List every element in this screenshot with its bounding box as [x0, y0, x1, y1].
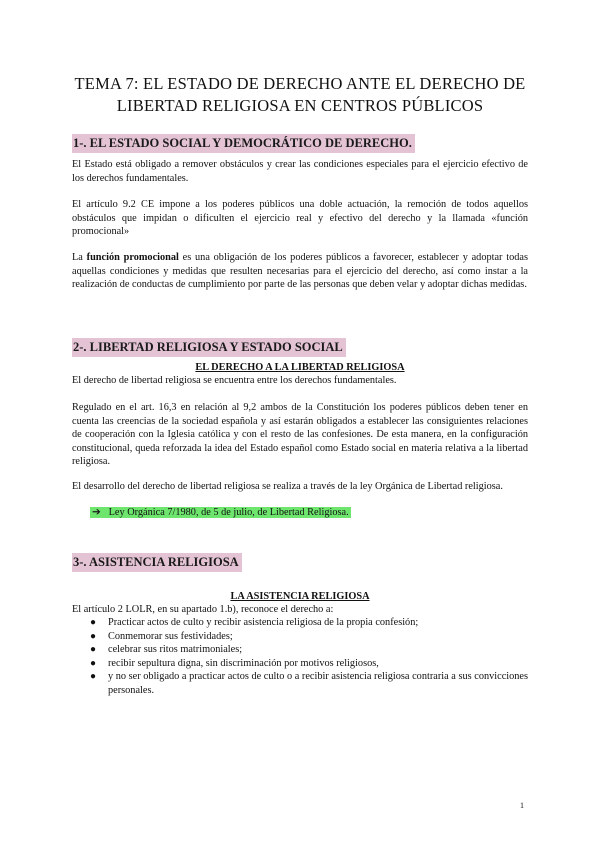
- rights-list: [72, 616, 528, 698]
- title-line-1: TEMA 7: EL ESTADO DE DERECHO ANTE EL DERECHO DE: [74, 74, 526, 93]
- arrow-right-icon: ➔: [92, 507, 101, 518]
- bullet-icon: ●: [90, 617, 97, 628]
- list-item: ● y no ser obligado a practicar actos de culto o a recibir asistencia religiosa contraria a sus convicciones personales.: [90, 671, 528, 696]
- section-3-heading: 3-. ASISTENCIA RELIGIOSA: [72, 553, 242, 572]
- list-item: ● recibir sepultura digna, sin discriminación por motivos religiosos,: [90, 657, 379, 669]
- section-2-paragraph-1: El derecho de libertad religiosa se encuentra entre los derechos fundamentales.: [72, 375, 397, 386]
- section-3-intro: El artículo 2 LOLR, en su apartado 1.b), reconoce el derecho a:: [72, 604, 334, 615]
- list-item: ● celebrar sus ritos matrimoniales;: [90, 644, 243, 656]
- section-2-paragraph-2: Regulado en el art. 16,3 en relación al 9,2 ambos de la Constitución los poderes públicos deben tener en cuenta las creencias de la sociedad española y así estarán obligados a establecer las consiguientes relaciones de cooperación con la Iglesia católica y con el resto de las confesiones. De esta manera, en la configuración constitucional, queda reforzada la idea del Estado español como Estado social en materia relativa a la libertad religiosa.: [72, 402, 528, 468]
- law-reference: [90, 506, 351, 520]
- bullet-icon: ●: [90, 657, 97, 669]
- bullet-icon: ●: [90, 630, 97, 642]
- section-1-paragraph-3: [72, 251, 528, 292]
- funcion-promocional-term: función promocional: [86, 252, 179, 263]
- document-title: [60, 73, 540, 117]
- title-line-2: LIBERTAD RELIGIOSA EN CENTROS PÚBLICOS: [116, 96, 484, 115]
- section-3-subheading: LA ASISTENCIA RELIGIOSA: [230, 591, 370, 602]
- bullet-icon: ●: [90, 644, 97, 656]
- law-reference-highlight: [90, 507, 351, 518]
- section-2-heading: 2-. LIBERTAD RELIGIOSA Y ESTADO SOCIAL: [72, 338, 346, 357]
- section-1-heading: 1-. EL ESTADO SOCIAL Y DEMOCRÁTICO DE DERECHO.: [72, 134, 415, 153]
- section-1-paragraph-2: El artículo 9.2 CE impone a los poderes públicos una doble actuación, la remoción de todos aquellos obstáculos que impidan o dificulten el ejercicio real y efectivo del derecho y la llamada «función promocional»: [72, 199, 528, 238]
- list-item: ● Practicar actos de culto y recibir asistencia religiosa de la propia confesión;: [90, 617, 419, 628]
- list-item: ● Conmemorar sus festividades;: [90, 630, 233, 642]
- section-1-paragraph-1: El Estado está obligado a remover obstáculos y crear las condiciones especiales para el ejercicio efectivo de los derechos fundamentales.: [72, 159, 528, 184]
- bullet-icon: ●: [90, 671, 97, 683]
- section-2-paragraph-3: El desarrollo del derecho de libertad religiosa se realiza a través de la ley Orgánica de Libertad religiosa.: [72, 481, 503, 492]
- paragraph-3-prefix: La: [72, 252, 87, 263]
- page-number: 1: [520, 801, 524, 810]
- section-2-subheading: EL DERECHO A LA LIBERTAD RELIGIOSA: [195, 362, 405, 373]
- paragraph-3-rest: es una obligación de los poderes públicos a favorecer, establecer y adoptar todas aquellas condiciones y medidas que resulten necesarias para el ejercicio del derecho, así como instar a la realización de conductas de cumplimiento por parte de las personas que deben velar y adoptar dichas medidas.: [72, 252, 528, 291]
- law-reference-text: Ley Orgánica 7/1980, de 5 de julio, de Libertad Religiosa.: [108, 507, 349, 518]
